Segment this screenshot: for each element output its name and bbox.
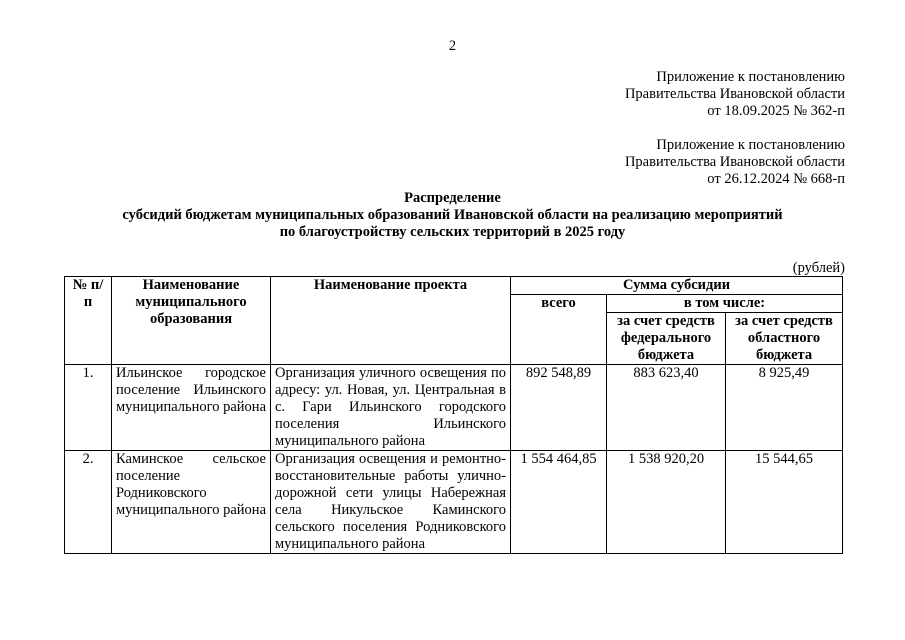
row-federal: 1 538 920,20 — [607, 451, 726, 554]
document-title — [0, 190, 905, 241]
table-row — [65, 365, 843, 451]
header-federal — [607, 313, 726, 365]
appendix-line: Правительства Ивановской области — [624, 86, 845, 102]
row-project: Организация освещения и ремонтно-восстановительные работы улично-дорожной сети улицы Набережная села Никульское Каминского сельского поселения Родниковского муниципального района — [271, 451, 511, 554]
appendix-current-block — [625, 69, 845, 120]
row-num: 2. — [65, 451, 112, 554]
appendix-original-block — [625, 137, 845, 188]
subsidy-table — [64, 276, 843, 554]
page-number: 2 — [448, 38, 457, 54]
title-line: Распределение — [404, 190, 501, 206]
header-regional — [726, 313, 843, 365]
header-including-text: в том числе: — [683, 295, 766, 311]
header-num-text: № п/п — [72, 277, 104, 310]
header-row — [65, 277, 843, 295]
header-total-text: всего — [541, 295, 576, 311]
header-subsidy — [511, 277, 843, 295]
appendix-line: Приложение к постановлению — [656, 69, 845, 85]
row-federal: 883 623,40 — [607, 365, 726, 451]
header-federal-text: за счет средств федерального бюджета — [617, 313, 715, 363]
row-total: 1 554 464,85 — [511, 451, 607, 554]
row-project: Организация уличного освещения по адресу: ул. Новая, ул. Центральная в с. Гари Ильинского городского поселения Ильинского муниципального района — [271, 365, 511, 451]
header-municipality-text: Наименование муниципального образования — [135, 277, 247, 327]
row-num: 1. — [65, 365, 112, 451]
header-num — [65, 277, 112, 365]
row-municipality: Ильинское городское поселение Ильинского муниципального района — [112, 365, 271, 451]
header-municipality — [112, 277, 271, 365]
header-regional-text: за счет средств областного бюджета — [735, 313, 833, 363]
header-subsidy-text: Сумма субсидии — [622, 277, 731, 293]
header-project — [271, 277, 511, 365]
header-including — [607, 295, 843, 313]
header-project-text: Наименование проекта — [313, 277, 468, 293]
row-regional: 8 925,49 — [726, 365, 843, 451]
appendix-line: от 18.09.2025 № 362-п — [707, 103, 845, 119]
appendix-line: от 26.12.2024 № 668-п — [707, 171, 845, 187]
table-row — [65, 451, 843, 554]
row-total: 892 548,89 — [511, 365, 607, 451]
appendix-line: Правительства Ивановской области — [624, 154, 845, 170]
appendix-line: Приложение к постановлению — [656, 137, 845, 153]
title-line: субсидий бюджетам муниципальных образований Ивановской области на реализацию мероприятий — [122, 207, 783, 223]
unit-label: (рублей) — [792, 260, 845, 276]
row-municipality: Каминское сельское поселение Родниковского муниципального района — [112, 451, 271, 554]
row-regional: 15 544,65 — [726, 451, 843, 554]
title-line: по благоустройству сельских территорий в 2025 году — [279, 224, 626, 240]
header-total — [511, 295, 607, 365]
